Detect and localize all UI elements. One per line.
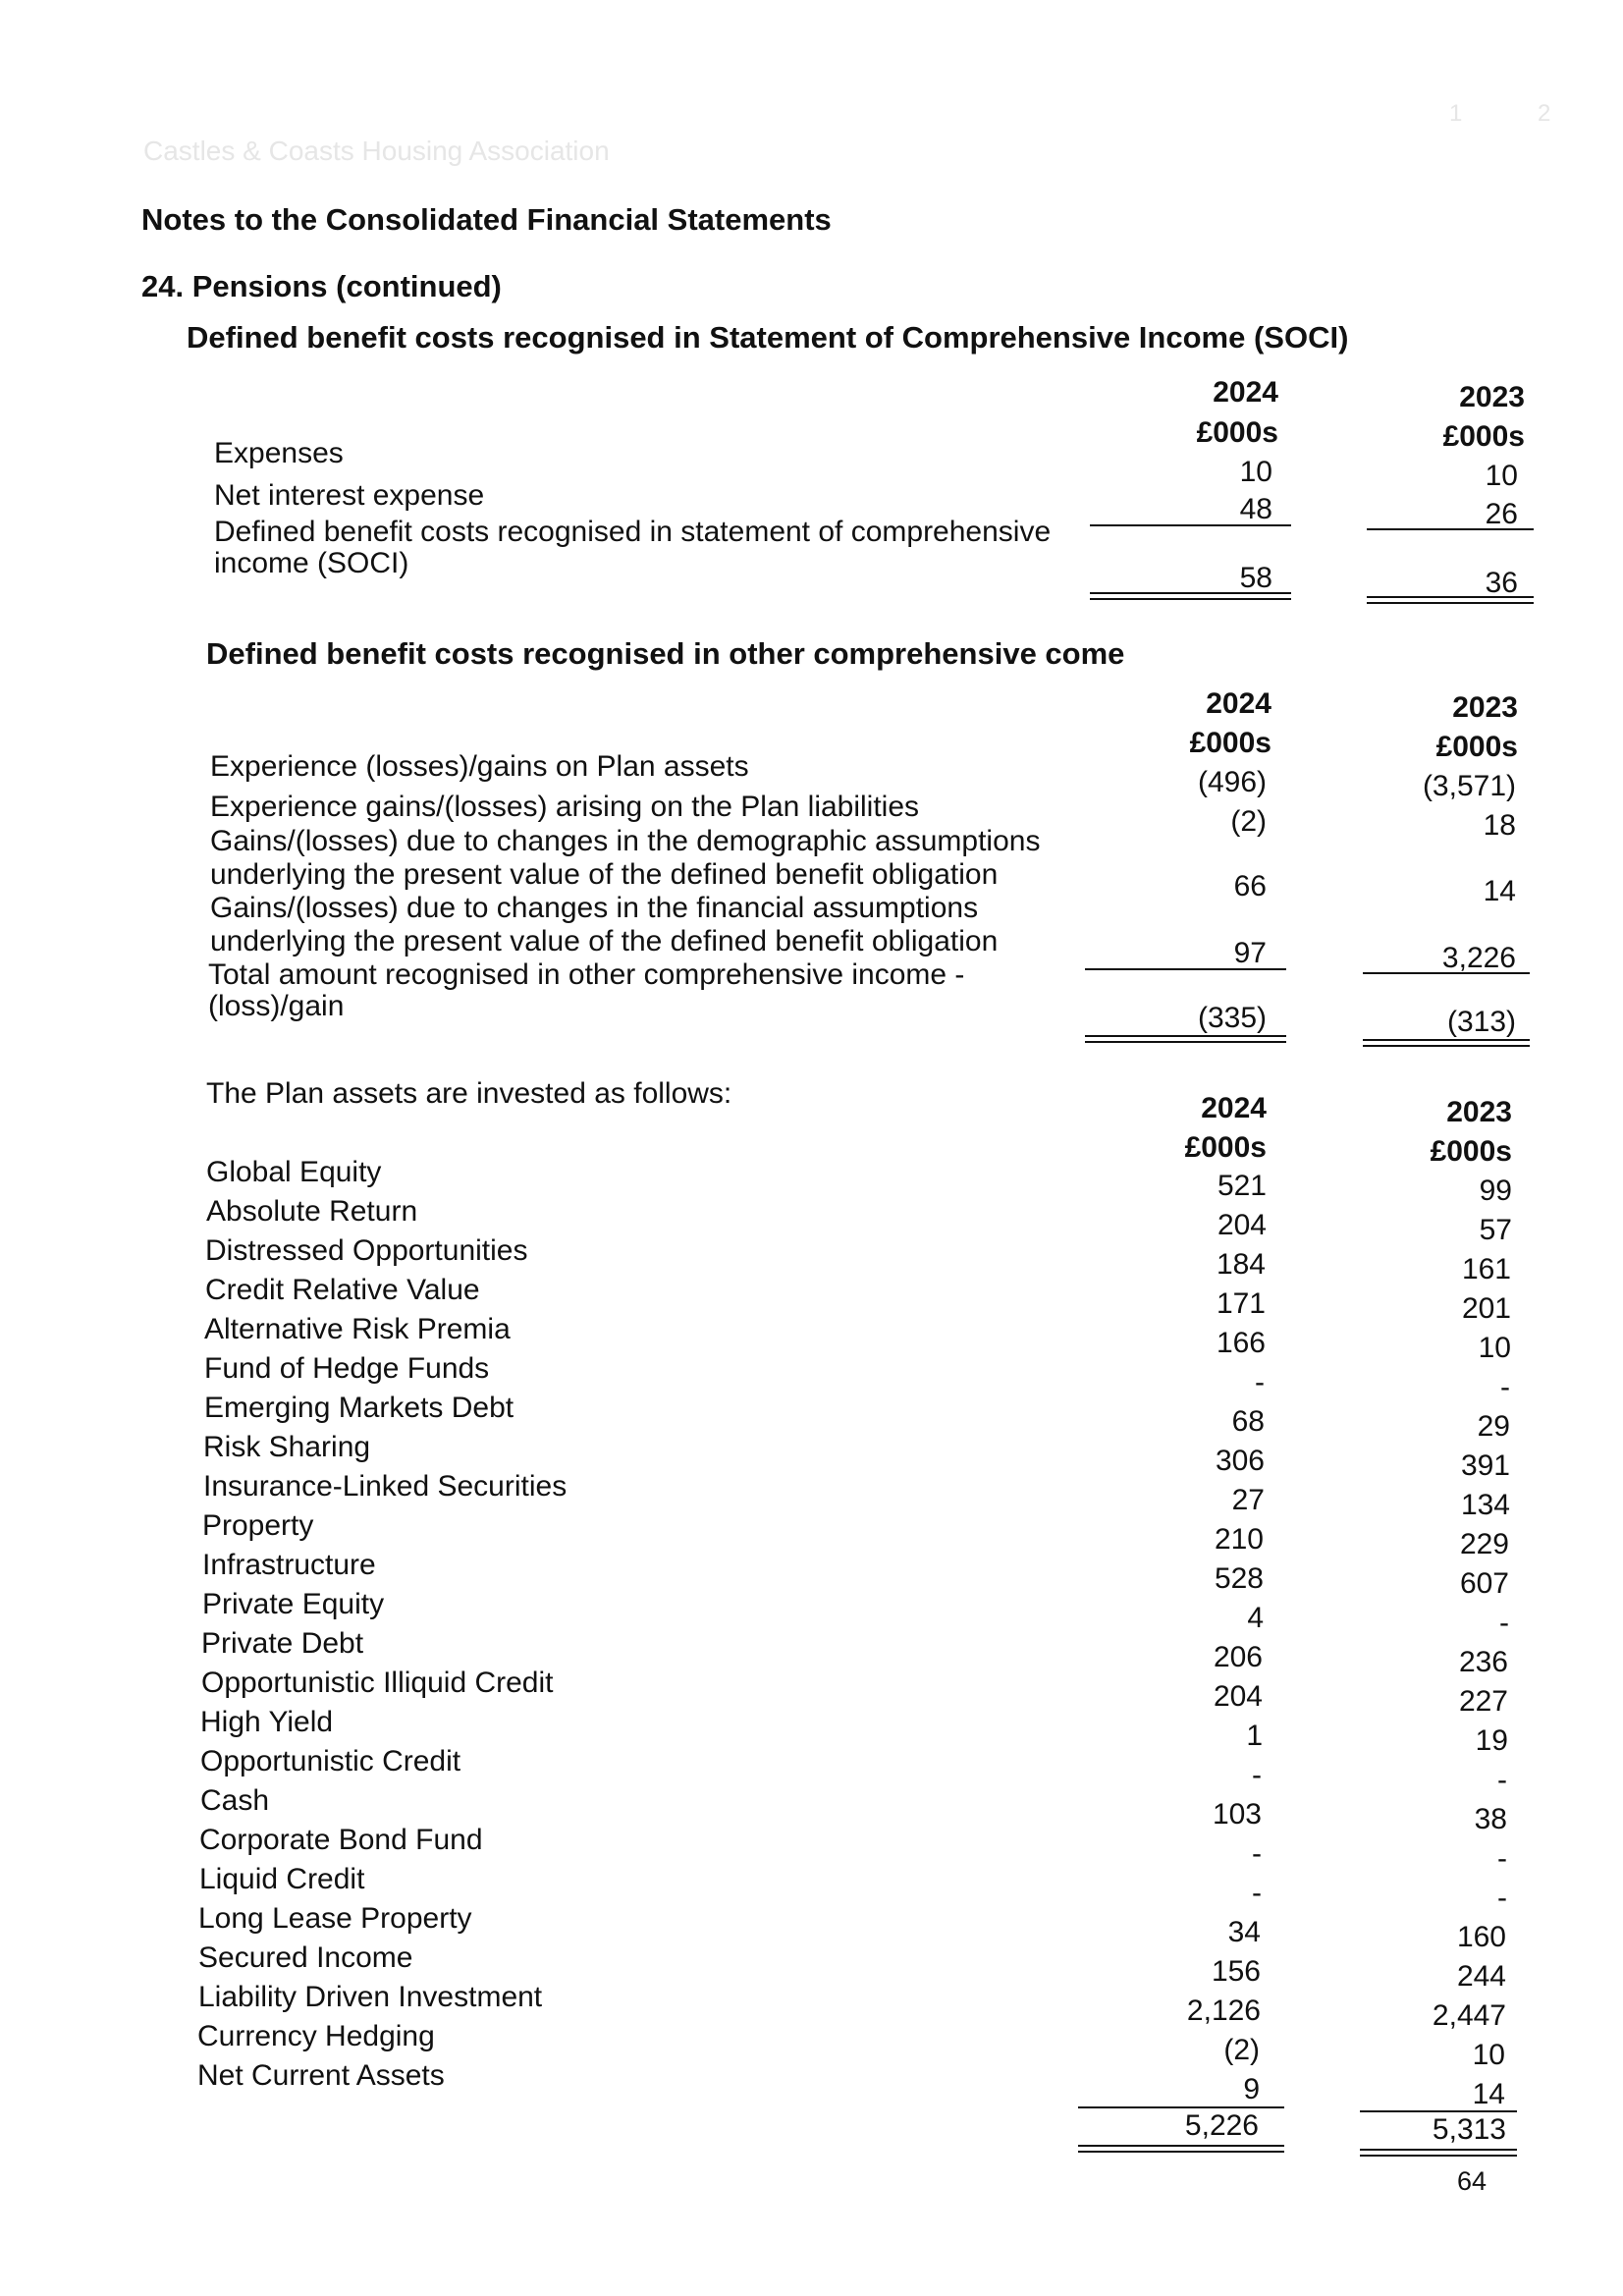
soci-unit-2023: £000s (1442, 420, 1525, 453)
oci-row-label: Experience gains/(losses) arising on the Plan liabilities (210, 791, 920, 823)
asset-row-2024: 166 (1216, 1327, 1266, 1359)
asset-row-2023: - (1497, 1842, 1507, 1875)
asset-row-label: Net Current Assets (197, 2059, 445, 2092)
asset-row-2023: 227 (1458, 1685, 1508, 1718)
asset-row-2023: 10 (1478, 1332, 1511, 1364)
organisation-name: Castles & Coasts Housing Association (143, 136, 610, 166)
soci-subtotal-rule (1090, 524, 1291, 526)
asset-row-2023: 29 (1477, 1410, 1510, 1443)
oci-total-label: Total amount recognised in other comprehensive income - (208, 958, 965, 991)
oci-row-2024: (2) (1230, 805, 1267, 838)
oci-unit-2024: £000s (1189, 727, 1271, 759)
assets-unit-2023: £000s (1430, 1135, 1512, 1168)
soci-row-label: Expenses (214, 437, 344, 469)
asset-row-2024: 206 (1213, 1641, 1263, 1673)
soci-total-rule (1367, 596, 1534, 604)
asset-row-2024: 306 (1215, 1445, 1265, 1477)
asset-row-2024: 27 (1231, 1484, 1265, 1516)
oci-row-label: underlying the present value of the defined benefit obligation (210, 925, 999, 957)
asset-row-2023: 134 (1460, 1489, 1510, 1521)
asset-row-2023: - (1497, 1764, 1507, 1796)
soci-total-label: Defined benefit costs recognised in statement of comprehensive (214, 516, 1052, 548)
assets-heading: The Plan assets are invested as follows: (206, 1077, 732, 1110)
asset-row-label: Property (202, 1509, 314, 1542)
asset-row-label: Liability Driven Investment (198, 1981, 543, 2013)
asset-row-2023: 244 (1456, 1960, 1506, 1993)
asset-row-2023: - (1499, 1607, 1509, 1639)
asset-row-2023: 607 (1459, 1567, 1509, 1600)
asset-row-label: Infrastructure (202, 1549, 376, 1581)
asset-row-2023: 14 (1472, 2078, 1505, 2110)
asset-row-label: Liquid Credit (199, 1863, 365, 1895)
asset-row-2023: 19 (1475, 1724, 1508, 1757)
asset-row-2023: 160 (1456, 1921, 1506, 1953)
oci-year-2023: 2023 (1452, 691, 1518, 724)
soci-total-label: income (SOCI) (214, 547, 409, 579)
oci-row-2023: 3,226 (1441, 942, 1516, 974)
asset-row-label: Private Equity (202, 1588, 385, 1620)
page-title: Notes to the Consolidated Financial Statements (141, 202, 832, 237)
asset-row-2023: 201 (1461, 1292, 1511, 1325)
oci-unit-2023: £000s (1435, 731, 1518, 763)
asset-row-2023: 99 (1479, 1175, 1512, 1207)
asset-row-label: Insurance-Linked Securities (203, 1470, 568, 1503)
asset-row-2024: 68 (1231, 1405, 1265, 1438)
page-number: 64 (1457, 2166, 1488, 2196)
assets-total-rule (1360, 2149, 1517, 2157)
soci-row-2023: 10 (1485, 460, 1518, 492)
oci-row-2023: (3,571) (1422, 770, 1516, 802)
asset-row-2024: 103 (1212, 1798, 1262, 1831)
asset-row-2023: - (1500, 1371, 1510, 1403)
asset-row-2024: 2,126 (1186, 1995, 1261, 2027)
assets-subtotal-rule (1360, 2110, 1517, 2112)
section-title: 24. Pensions (continued) (141, 269, 502, 303)
soci-year-2023: 2023 (1459, 381, 1525, 413)
asset-row-2024: - (1255, 1366, 1265, 1398)
oci-total-rule (1363, 1039, 1530, 1047)
asset-row-2024: 4 (1247, 1602, 1264, 1634)
oci-subtotal-rule (1363, 972, 1530, 974)
asset-row-label: Global Equity (206, 1156, 382, 1188)
asset-row-2023: 229 (1459, 1528, 1509, 1560)
asset-row-label: Absolute Return (206, 1195, 418, 1228)
oci-total-rule (1085, 1035, 1286, 1043)
oci-row-2023: 18 (1483, 809, 1516, 842)
soci-row-2024: 10 (1239, 456, 1272, 488)
asset-row-2024: 521 (1217, 1170, 1267, 1202)
asset-row-2024: - (1252, 1837, 1262, 1870)
soci-unit-2024: £000s (1196, 416, 1278, 449)
asset-row-2024: - (1252, 1759, 1262, 1791)
asset-row-label: High Yield (200, 1706, 334, 1738)
asset-row-label: Cash (200, 1784, 270, 1817)
asset-row-2023: 391 (1460, 1449, 1510, 1482)
asset-row-label: Emerging Markets Debt (204, 1392, 514, 1424)
oci-total-2024: (335) (1197, 1002, 1267, 1034)
soci-total-rule (1090, 592, 1291, 600)
asset-row-2024: (2) (1223, 2034, 1260, 2066)
asset-row-2024: 34 (1227, 1916, 1261, 1948)
asset-row-2024: 9 (1243, 2073, 1260, 2105)
oci-row-label: Gains/(losses) due to changes in the financial assumptions (210, 892, 979, 924)
asset-row-2024: 210 (1214, 1523, 1264, 1556)
asset-row-2023: 236 (1458, 1646, 1508, 1678)
asset-row-2024: - (1252, 1877, 1262, 1909)
asset-row-2023: 161 (1461, 1253, 1511, 1285)
asset-row-label: Credit Relative Value (205, 1274, 480, 1306)
oci-heading: Defined benefit costs recognised in other comprehensive come (206, 636, 1125, 671)
assets-total-2024: 5,226 (1184, 2109, 1259, 2142)
soci-year-2024: 2024 (1213, 376, 1278, 409)
soci-row-2024: 48 (1239, 493, 1272, 525)
soci-row-2023: 26 (1485, 498, 1518, 530)
oci-row-label: underlying the present value of the defined benefit obligation (210, 858, 999, 891)
assets-total-2023: 5,313 (1432, 2113, 1506, 2146)
asset-row-label: Opportunistic Credit (200, 1745, 461, 1777)
asset-row-2024: 184 (1216, 1248, 1266, 1281)
asset-row-label: Distressed Opportunities (205, 1234, 528, 1267)
oci-total-label: (loss)/gain (208, 990, 345, 1022)
soci-subtotal-rule (1367, 528, 1534, 530)
oci-total-2023: (313) (1446, 1006, 1516, 1038)
asset-row-label: Fund of Hedge Funds (204, 1352, 490, 1385)
oci-row-label: Gains/(losses) due to changes in the demographic assumptions (210, 825, 1041, 857)
soci-heading: Defined benefit costs recognised in Statement of Comprehensive Income (SOCI) (187, 320, 1349, 355)
asset-row-label: Long Lease Property (198, 1902, 472, 1935)
oci-year-2024: 2024 (1206, 687, 1271, 720)
asset-row-label: Private Debt (201, 1627, 364, 1660)
asset-row-2023: - (1497, 1882, 1507, 1914)
oci-row-label: Experience (losses)/gains on Plan assets (210, 750, 749, 783)
asset-row-2024: 1 (1246, 1720, 1263, 1752)
asset-row-2023: 2,447 (1432, 1999, 1506, 2032)
soci-total-2024: 58 (1239, 562, 1272, 594)
corner-mark: 1 (1449, 100, 1463, 127)
oci-row-2024: (496) (1197, 766, 1267, 798)
assets-total-rule (1078, 2145, 1284, 2153)
asset-row-2024: 204 (1213, 1680, 1263, 1713)
asset-row-2024: 171 (1216, 1287, 1266, 1320)
oci-row-2023: 14 (1483, 875, 1516, 907)
assets-year-2023: 2023 (1446, 1096, 1512, 1128)
assets-year-2024: 2024 (1201, 1092, 1267, 1124)
asset-row-2023: 10 (1472, 2039, 1505, 2071)
asset-row-label: Secured Income (198, 1941, 413, 1974)
oci-row-2024: 66 (1233, 870, 1267, 902)
asset-row-2024: 156 (1211, 1955, 1261, 1988)
corner-mark: 2 (1538, 100, 1551, 127)
asset-row-label: Corporate Bond Fund (199, 1824, 483, 1856)
assets-unit-2024: £000s (1184, 1131, 1267, 1164)
oci-row-2024: 97 (1233, 937, 1267, 969)
asset-row-label: Alternative Risk Premia (204, 1313, 511, 1345)
asset-row-label: Risk Sharing (203, 1431, 371, 1463)
oci-subtotal-rule (1085, 968, 1286, 970)
asset-row-2024: 204 (1217, 1209, 1267, 1241)
assets-subtotal-rule (1078, 2106, 1284, 2108)
asset-row-2023: 57 (1479, 1214, 1512, 1246)
asset-row-label: Opportunistic Illiquid Credit (201, 1667, 554, 1699)
asset-row-2024: 528 (1214, 1562, 1264, 1595)
soci-row-label: Net interest expense (214, 479, 485, 512)
asset-row-label: Currency Hedging (197, 2020, 435, 2052)
soci-total-2023: 36 (1485, 567, 1518, 599)
asset-row-2023: 38 (1474, 1803, 1507, 1835)
